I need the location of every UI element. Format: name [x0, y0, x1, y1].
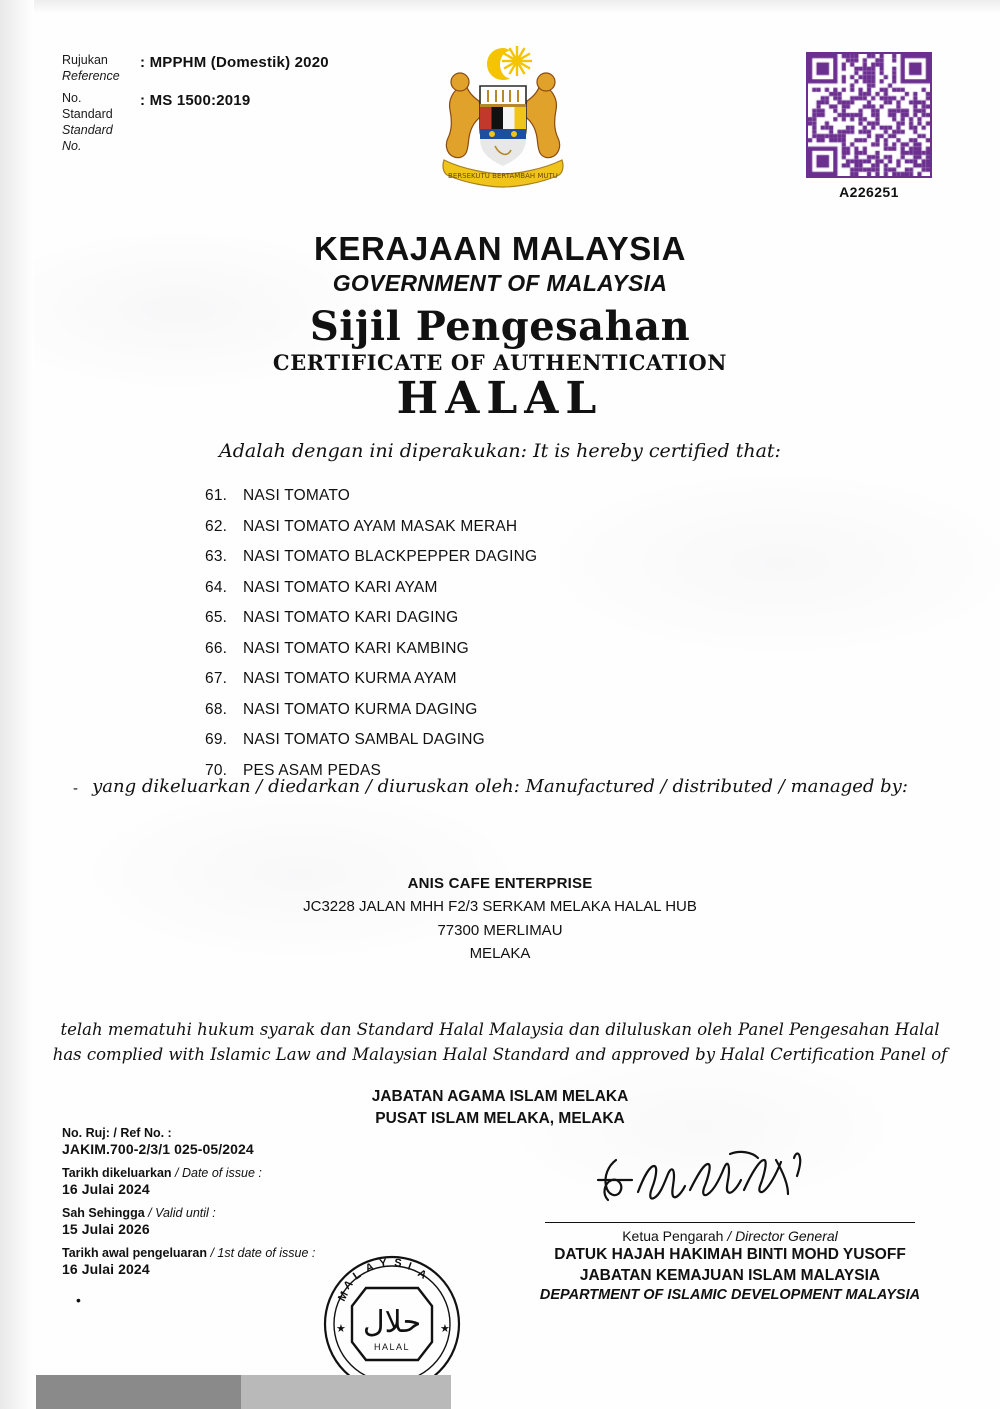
dash-marker: -	[73, 780, 78, 797]
product-number: 69.	[205, 731, 228, 748]
certified-statement-en: It is hereby certified that:	[533, 439, 781, 462]
compliance-line-en: has complied with Islamic Law and Malaysian Halal Standard and approved by Halal Certification Panel of	[52, 1044, 948, 1064]
authority-block	[0, 1086, 1000, 1131]
svg-text:BERSEKUTU BERTAMBAH MUTU: BERSEKUTU BERTAMBAH MUTU	[448, 172, 558, 180]
standard-label-en-1: Standard	[62, 123, 113, 137]
company-address-line1: JC3228 JALAN MHH F2/3 SERKAM MELAKA HALAL HUB	[303, 898, 697, 916]
authority-line2: PUSAT ISLAM MELAKA, MELAKA	[375, 1110, 625, 1128]
svg-text:★: ★	[440, 1323, 450, 1335]
title-block	[0, 232, 1000, 462]
svg-text:★: ★	[336, 1323, 346, 1335]
date-of-issue-value: 16 Julai 2024	[62, 1181, 150, 1197]
signature-block	[520, 1146, 940, 1306]
reference-labels	[62, 52, 140, 84]
product-name: NASI TOMATO SAMBAL DAGING	[243, 731, 485, 748]
first-issue-value: 16 Julai 2024	[62, 1261, 150, 1277]
reference-label-ms: Rujukan	[62, 53, 108, 67]
government-title-en: GOVERNMENT OF MALAYSIA	[332, 269, 668, 296]
signature-title-ms: Ketua Pengarah	[622, 1228, 724, 1244]
government-title-ms: KERAJAAN MALAYSIA	[313, 230, 687, 267]
standard-label-ms-2: Standard	[62, 107, 113, 121]
product-number: 66.	[205, 639, 228, 657]
company-block	[0, 872, 1000, 965]
svg-text:S: S	[393, 1257, 403, 1270]
svg-text:حلال: حلال	[362, 1305, 422, 1340]
valid-until-value: 15 Julai 2026	[62, 1221, 150, 1237]
product-number: 63.	[205, 548, 228, 565]
certificate-title-en: CERTIFICATE OF AUTHENTICATION	[272, 349, 728, 375]
signature-name: DATUK HAJAH HAKIMAH BINTI MOHD YUSOFF	[554, 1246, 906, 1263]
compliance-line-ms: telah mematuhi hukum syarak dan Standard Halal Malaysia dan diluluskan oleh Panel Pengesahan Halal	[60, 1020, 940, 1039]
company-address-line2: 77300 MERLIMAU	[437, 921, 563, 939]
standard-label-ms-1: No.	[62, 91, 82, 105]
signature-rule	[545, 1222, 915, 1223]
product-name: NASI TOMATO KURMA DAGING	[243, 700, 478, 718]
bullet-marker: •	[76, 1292, 81, 1308]
scan-artifact-bar-light	[241, 1375, 451, 1409]
list-item	[205, 732, 825, 748]
halal-malaysia-logo-icon	[322, 1254, 462, 1394]
list-item	[205, 580, 825, 596]
product-name: NASI TOMATO KURMA AYAM	[243, 670, 457, 687]
signature-title-en: / Director General	[727, 1228, 838, 1244]
qr-code-label: A226251	[839, 184, 899, 200]
ref-no-value: JAKIM.700-2/3/1 025-05/2024	[62, 1141, 254, 1157]
svg-text:M: M	[336, 1289, 351, 1304]
standard-label-en-2: No.	[62, 139, 82, 153]
product-name: NASI TOMATO	[243, 487, 350, 504]
product-number: 68.	[205, 700, 228, 718]
svg-text:A: A	[415, 1267, 429, 1282]
list-item	[205, 519, 825, 535]
company-address-line3: MELAKA	[469, 944, 531, 962]
first-issue-label-ms: Tarikh awal pengeluaran	[62, 1246, 207, 1260]
authority-line1: JABATAN AGAMA ISLAM MELAKA	[371, 1088, 629, 1105]
product-name: PES ASAM PEDAS	[243, 761, 382, 779]
scan-artifact-bar-dark	[36, 1375, 241, 1409]
list-item	[205, 488, 825, 504]
product-number: 64.	[205, 578, 228, 596]
signature-department-ms: JABATAN KEMAJUAN ISLAM MALAYSIA	[579, 1267, 881, 1285]
product-number: 65.	[205, 609, 228, 626]
product-name: NASI TOMATO KARI AYAM	[243, 578, 438, 596]
svg-text:Y: Y	[378, 1257, 388, 1270]
scan-edge-left	[0, 0, 34, 1409]
product-name: NASI TOMATO KARI DAGING	[243, 609, 459, 626]
svg-text:HALAL: HALAL	[373, 1342, 411, 1352]
valid-until-label-ms: Sah Sehingga	[62, 1206, 145, 1220]
list-item	[205, 671, 825, 687]
svg-text:A: A	[341, 1278, 356, 1293]
svg-text:A: A	[363, 1260, 376, 1275]
standard-labels	[62, 90, 140, 154]
valid-until-label-en: / Valid until :	[148, 1206, 216, 1220]
date-of-issue-label	[62, 1166, 392, 1180]
list-item	[205, 610, 825, 626]
first-issue-label-en: / 1st date of issue :	[210, 1246, 316, 1260]
ref-no-label: No. Ruj: / Ref No. :	[62, 1126, 172, 1140]
standard-value: : MS 1500:2019	[140, 92, 251, 109]
list-item	[205, 641, 825, 657]
qr-block	[806, 52, 932, 200]
list-item	[205, 549, 825, 565]
valid-until-label	[62, 1206, 392, 1220]
signature-title	[520, 1228, 940, 1244]
signature-department-en: DEPARTMENT OF ISLAMIC DEVELOPMENT MALAYSIA	[539, 1287, 921, 1304]
product-list	[205, 488, 825, 793]
product-name: NASI TOMATO BLACKPEPPER DAGING	[243, 548, 538, 565]
date-of-issue-label-en: / Date of issue :	[175, 1166, 262, 1180]
date-of-issue-label-ms: Tarikh dikeluarkan	[62, 1166, 172, 1180]
product-number: 61.	[205, 487, 228, 504]
reference-label-en: Reference	[62, 69, 120, 83]
valid-until-group	[62, 1206, 392, 1237]
company-name: ANIS CAFE ENTERPRISE	[407, 875, 593, 892]
certified-statement-ms: Adalah dengan ini diperakukan:	[219, 439, 528, 462]
certificate-title-ms: Sijil Pengesahan	[309, 302, 691, 350]
list-item	[205, 702, 825, 718]
product-number: 62.	[205, 517, 228, 535]
product-number: 67.	[205, 670, 228, 687]
qr-code-icon[interactable]	[806, 52, 932, 178]
manufactured-by-line: yang dikeluarkan / diedarkan / diuruskan oleh: Manufactured / distributed / managed by:	[92, 776, 908, 797]
scan-edge-top	[0, 0, 1000, 14]
ref-no-group	[62, 1126, 392, 1157]
product-name: NASI TOMATO KARI KAMBING	[243, 639, 469, 657]
svg-text:L: L	[350, 1268, 364, 1283]
product-name: NASI TOMATO AYAM MASAK MERAH	[243, 517, 518, 535]
date-of-issue-group	[62, 1166, 392, 1197]
compliance-block	[0, 1018, 1000, 1068]
svg-text:I: I	[405, 1260, 413, 1273]
malaysian-coat-of-arms-icon	[418, 34, 588, 204]
halal-word: HALAL	[396, 372, 604, 424]
reference-value: : MPPHM (Domestik) 2020	[140, 54, 329, 71]
certified-statement	[0, 440, 1000, 462]
handwritten-signature-icon	[520, 1146, 940, 1222]
product-number: 70.	[205, 761, 228, 779]
